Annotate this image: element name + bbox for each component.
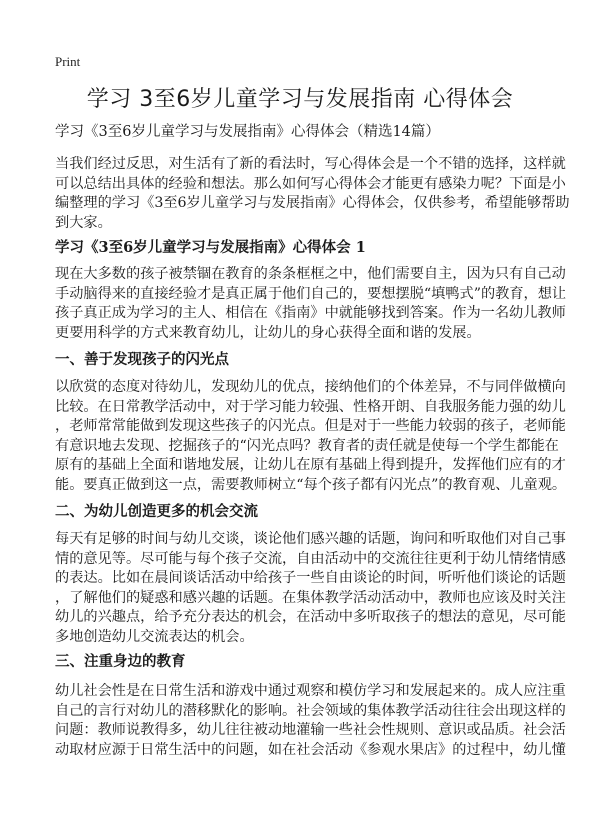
text-line: 的表达。比如在晨间谈话活动中给孩子一些自由谈论的时间，听听他们谈论的话题 — [55, 570, 566, 586]
text-line: 孩子真正成为学习的主人、相信在《指南》中就能够找到答案。作为一名幼儿教师 — [55, 305, 566, 321]
section-heading-1: 一、善于发现孩子的闪光点 — [55, 351, 229, 368]
text-line: 自己的言行对幼儿的潜移默化的影响。社会领域的集体教学活动往往会出现这样的 — [55, 702, 566, 719]
intro-paragraph — [55, 155, 570, 233]
text-line: 能。要真正做到这一点，需要教师树立“每个孩子都有闪光点”的教育观、儿童观。 — [55, 476, 567, 493]
document-subtitle: 学习《3至6岁儿童学习与发展指南》心得体会（精选14篇） — [55, 124, 440, 140]
text-line: 编整理的学习《3至6岁儿童学习与发展指南》心得体会，仅供参考，希望能够帮助 — [55, 195, 570, 211]
section-paragraph-1 — [55, 378, 567, 495]
section-heading-3: 三、注重身边的教育 — [55, 653, 186, 670]
text-line: 幼儿社会性是在日常生活和游戏中通过观察和模仿学习和发展起来的。成人应注重 — [55, 683, 566, 699]
text-line: 手动脑得来的直接经验才是真正属于他们自己的，要想摆脱“填鸭式”的教育，想让 — [55, 285, 567, 302]
text-line: 到大家。 — [55, 214, 112, 231]
text-line: ，老师常常能做到发现这些孩子的闪光点。但是对于一些能力较弱的孩子，老师能 — [55, 418, 566, 434]
section-paragraph-2 — [55, 530, 566, 647]
text-line: 比较。在日常教学活动中，对于学习能力较强、性格开朗、自我服务能力强的幼儿 — [55, 398, 566, 415]
text-line: 问题：教师说教得多，幼儿往往被动地灌输一些社会性规则、意识或品质。社会活 — [55, 722, 566, 738]
text-line: 多地创造幼儿交流表达的机会。 — [55, 628, 254, 645]
text-line: 有意识地去发现、挖掘孩子的“闪光点吗？教育者的责任就是使每一个学生都能在 — [55, 437, 559, 454]
text-line: 原有的基础上全面和谐地发展，让幼儿在原有基础上得到提升，发挥他们应有的才 — [55, 457, 566, 473]
article-intro-paragraph — [55, 265, 567, 343]
text-line: 现在大多数的孩子被禁锢在教育的条条框框之中，他们需要自主，因为只有自己动 — [55, 266, 566, 282]
text-line: ，了解他们的疑惑和感兴趣的话题。在集体教学活动活动中，教师也应该及时关注 — [55, 589, 566, 606]
text-line: 当我们经过反思，对生活有了新的看法时，写心得体会是一个不错的选择，这样就 — [55, 156, 566, 172]
text-line: 以欣赏的态度对待幼儿，发现幼儿的优点，接纳他们的个体差异，不与同伴做横向 — [55, 379, 566, 395]
section-heading-2: 二、为幼儿创造更多的机会交流 — [55, 503, 258, 520]
page-title: 学习 3至6岁儿童学习与发展指南 心得体会 — [86, 87, 514, 112]
text-line: 每天有足够的时间与幼儿交谈，谈论他们感兴趣的话题，询问和听取他们对自己事 — [55, 531, 566, 547]
text-line: 幼儿的兴趣点，给予充分表达的机会，在活动中多听取孩子的想法的意见，尽可能 — [55, 609, 566, 625]
text-line: 可以总结出具体的经验和想法。那么如何写心得体会才能更有感染力呢？下面是小 — [55, 175, 566, 192]
article-heading: 学习《3至6岁儿童学习与发展指南》心得体会 1 — [55, 239, 366, 256]
section-paragraph-3 — [55, 682, 566, 760]
text-line: 情的意见等。尽可能与每个孩子交流，自由活动中的交流往往更利于幼儿情绪情感 — [55, 550, 566, 567]
print-link[interactable]: Print — [55, 54, 81, 69]
text-line: 更要用科学的方式来教育幼儿，让幼儿的身心获得全面和谐的发展。 — [55, 324, 481, 341]
text-line: 动取材应源于日常生活中的问题，如在社会活动《参观水果店》的过程中，幼儿懂 — [55, 741, 566, 758]
